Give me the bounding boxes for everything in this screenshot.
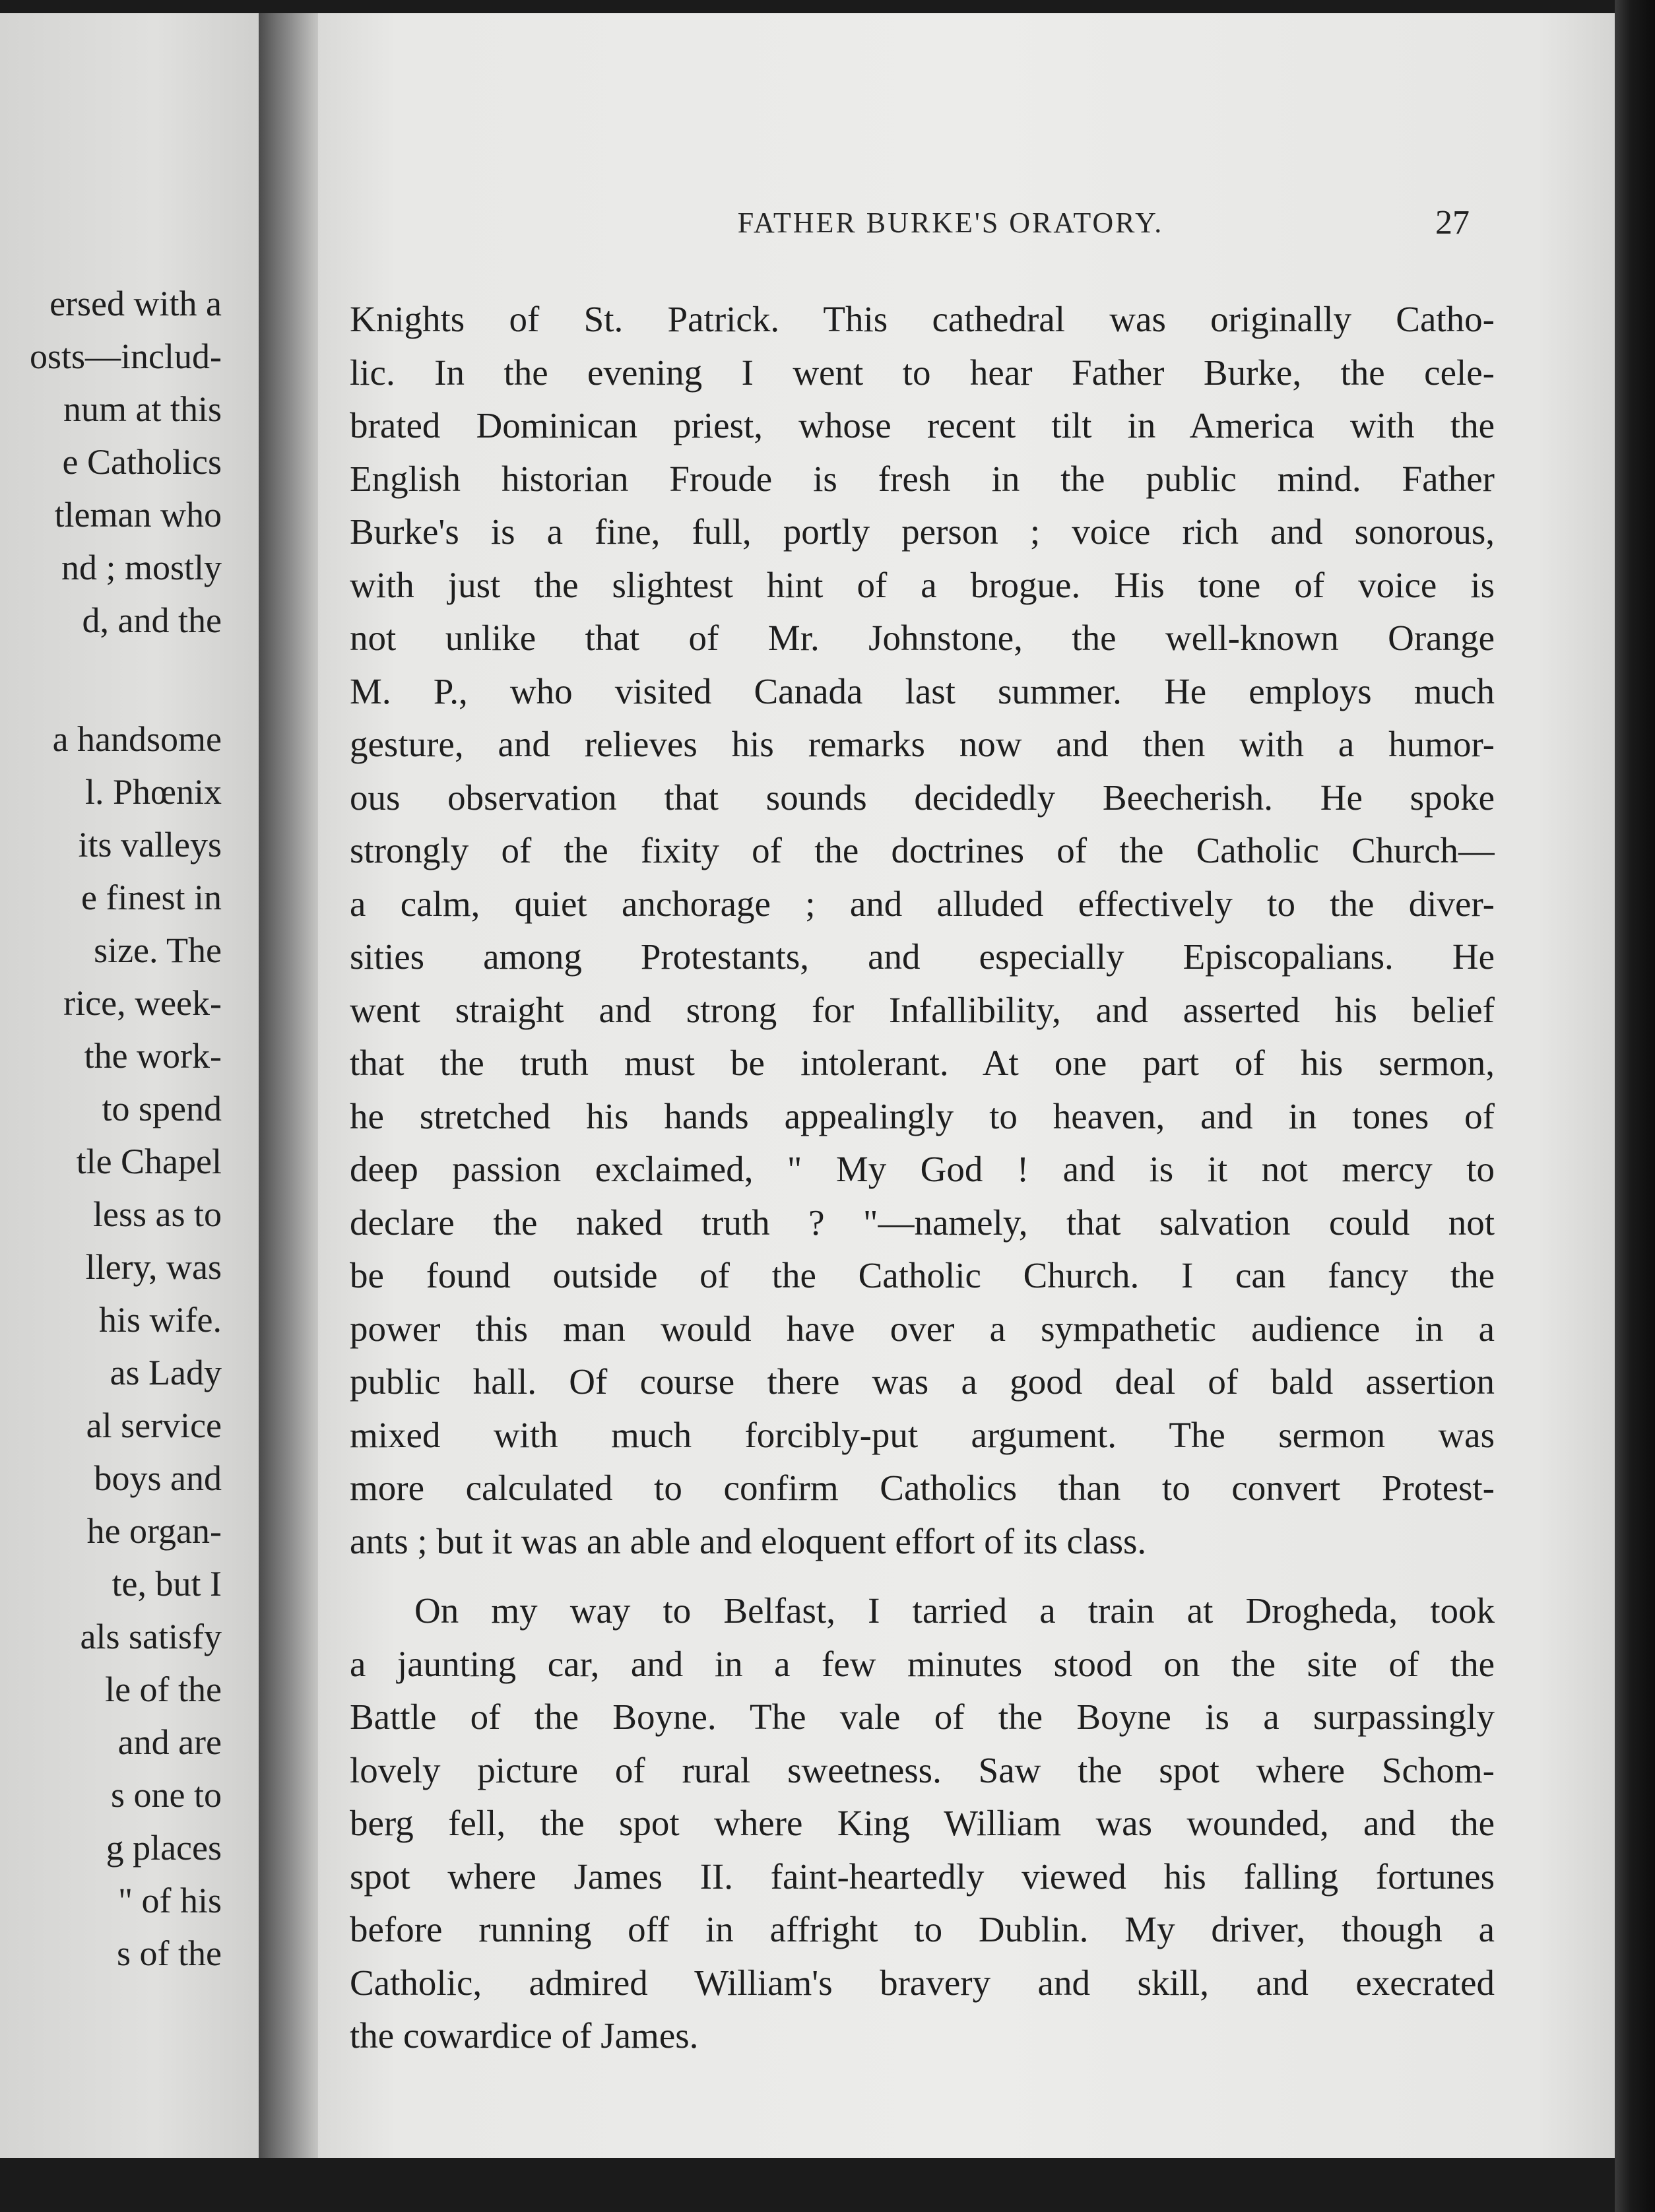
left-page-line: and are: [117, 1722, 222, 1762]
text-line: lic. In the evening I went to hear Father Burke, the cele-: [350, 352, 1495, 393]
left-page-line: al service: [86, 1406, 222, 1445]
left-page-line: osts—includ-: [30, 337, 222, 376]
text-line: went straight and strong for Infallibility, and asserted his belief: [350, 989, 1495, 1030]
left-page-line: e finest in: [81, 878, 222, 917]
left-page-line: " of his: [117, 1881, 222, 1920]
left-page-line: nd ; mostly: [61, 548, 222, 587]
text-line: On my way to Belfast, I tarried a train at Drogheda, took: [414, 1590, 1495, 1631]
text-line: berg fell, the spot where King William was wounded, and the: [350, 1803, 1495, 1843]
right-page: [318, 13, 1615, 2158]
body-text: [350, 293, 1495, 2063]
left-page-line: le of the: [105, 1670, 222, 1709]
left-page-line: he organ-: [86, 1511, 222, 1551]
left-page-line: llery, was: [85, 1247, 222, 1287]
paragraph: [350, 293, 1495, 1568]
page-number: 27: [1435, 204, 1470, 242]
left-page-line: e Catholics: [62, 442, 222, 482]
left-page-line: ersed with a: [49, 284, 222, 323]
text-line: Burke's is a fine, full, portly person ; voice rich and sonorous,: [350, 511, 1495, 552]
text-line: ous observation that sounds decidedly Beecherish. He spoke: [350, 777, 1495, 818]
text-line: a jaunting car, and in a few minutes stood on the site of the: [350, 1643, 1495, 1684]
text-line: deep passion exclaimed, " My God ! and is it not mercy to: [350, 1149, 1495, 1189]
paragraph: [350, 1584, 1495, 2063]
book-gutter: [259, 13, 318, 2158]
text-line: spot where James II. faint-heartedly viewed his falling fortunes: [350, 1856, 1495, 1897]
left-page-line: tle Chapel: [76, 1142, 222, 1181]
left-page-line: to spend: [102, 1089, 222, 1128]
left-page-line: boys and: [94, 1458, 222, 1498]
text-line: English historian Froude is fresh in the public mind. Father: [350, 458, 1495, 499]
left-page-line: his wife.: [99, 1300, 222, 1340]
left-page-line: g places: [106, 1828, 222, 1868]
text-line: before running off in affright to Dublin. My driver, though a: [350, 1909, 1495, 1949]
text-line: public hall. Of course there was a good deal of bald assertion: [350, 1361, 1495, 1402]
text-line: Knights of St. Patrick. This cathedral was originally Catho-: [350, 299, 1495, 339]
left-page-line: a handsome: [52, 719, 222, 759]
left-page-line: its valleys: [78, 825, 222, 864]
text-line: not unlike that of Mr. Johnstone, the well-known Orange: [350, 618, 1495, 658]
running-head-text: FATHER BURKE'S ORATORY.: [737, 207, 1164, 239]
text-line: mixed with much forcibly-put argument. The sermon was: [350, 1414, 1495, 1455]
text-line: M. P., who visited Canada last summer. He employs much: [350, 670, 1495, 711]
left-page-line: te, but I: [112, 1564, 222, 1604]
left-page-line: num at this: [63, 389, 222, 429]
paragraph-gap: [350, 1568, 1495, 1584]
text-line: that the truth must be intolerant. At one part of his sermon,: [350, 1043, 1495, 1083]
text-line: gesture, and relieves his remarks now and then with a humor-: [350, 724, 1495, 764]
text-line: with just the slightest hint of a brogue. His tone of voice is: [350, 564, 1495, 605]
text-line: more calculated to confirm Catholics than to convert Protest-: [350, 1468, 1495, 1508]
text-line: declare the naked truth ? "—namely, that salvation could not: [350, 1202, 1495, 1243]
text-line: Catholic, admired William's bravery and skill, and execrated: [350, 1962, 1495, 2003]
left-page-line: size. The: [94, 930, 222, 970]
text-line: he stretched his hands appealingly to heaven, and in tones of: [350, 1095, 1495, 1136]
text-line: Battle of the Boyne. The vale of the Boyne is a surpassingly: [350, 1697, 1495, 1737]
text-line: sities among Protestants, and especially Episcopalians. He: [350, 936, 1495, 977]
left-page-line: less as to: [93, 1194, 222, 1234]
left-page-line: as Lady: [110, 1353, 222, 1392]
left-page-line: s of the: [117, 1934, 222, 1973]
book-edge-shadow: [1615, 0, 1655, 2212]
left-page-line: d, and the: [82, 601, 222, 640]
left-page-line: tleman who: [54, 495, 222, 535]
left-page-line: als satisfy: [80, 1617, 222, 1656]
left-page-fragment: [0, 13, 259, 2158]
text-line: be found outside of the Catholic Church. I can fancy the: [350, 1255, 1495, 1295]
left-page-line: the work-: [84, 1036, 222, 1076]
running-head: [318, 206, 1615, 240]
left-page-line: rice, week-: [63, 983, 222, 1023]
text-line: lovely picture of rural sweetness. Saw the spot where Schom-: [350, 1749, 1495, 1790]
text-line: a calm, quiet anchorage ; and alluded effectively to the diver-: [350, 883, 1495, 924]
left-page-line: l. Phœnix: [84, 772, 222, 812]
left-page-line: s one to: [111, 1775, 222, 1815]
text-line: ants ; but it was an able and eloquent effort of its class.: [350, 1520, 1147, 1561]
text-line: power this man would have over a sympathetic audience in a: [350, 1308, 1495, 1349]
text-line: strongly of the fixity of the doctrines of the Catholic Church—: [350, 830, 1495, 870]
text-line: the cowardice of James.: [350, 2015, 699, 2056]
text-line: brated Dominican priest, whose recent tilt in America with the: [350, 405, 1495, 445]
